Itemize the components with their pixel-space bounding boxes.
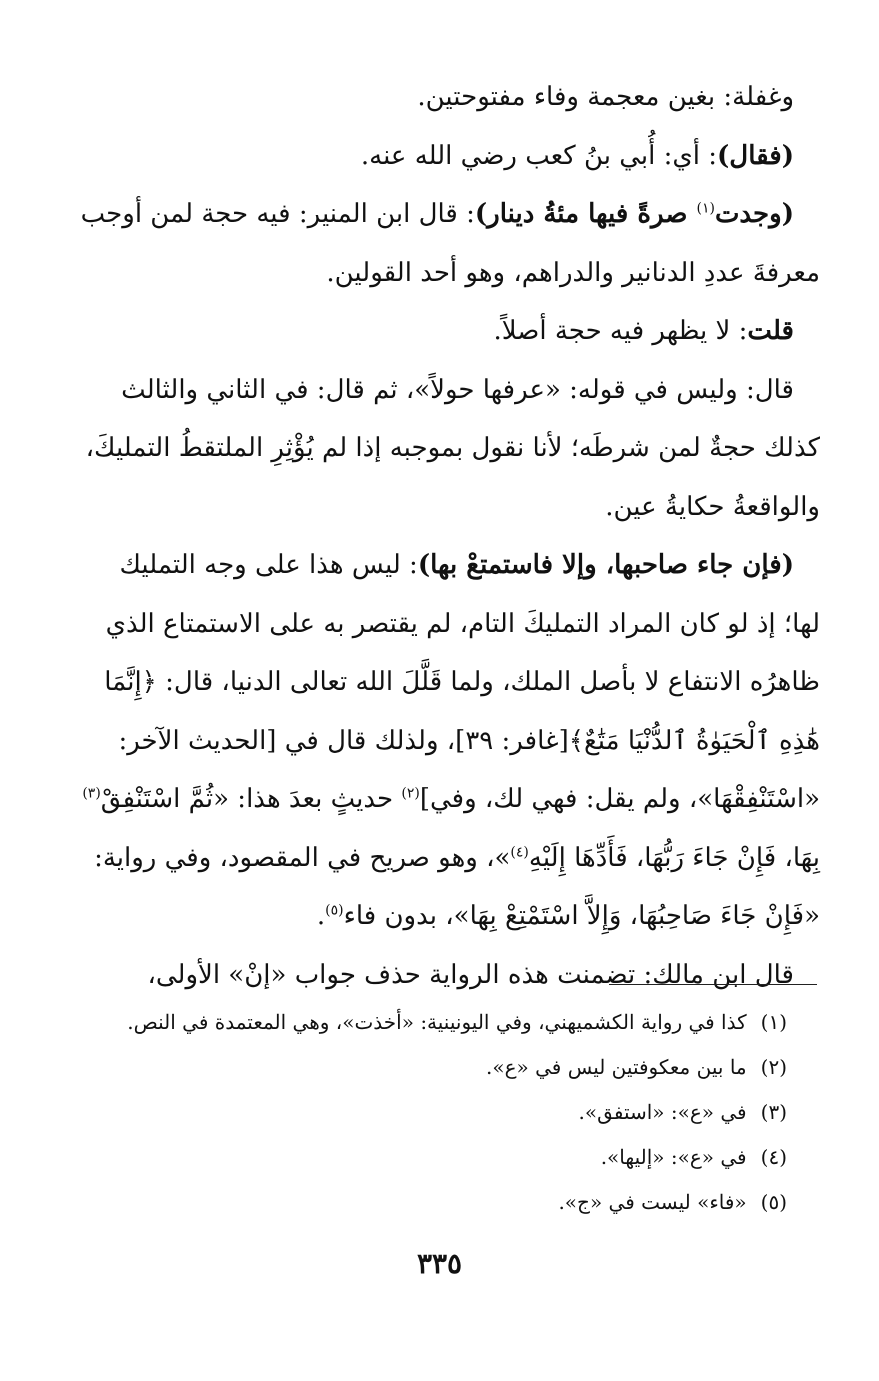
text-run: وغفلة: بغين معجمة وفاء مفتوحتين. bbox=[417, 82, 794, 112]
text-run: قال: وليس في قوله: «عرفها حولاً»، ثم قال: في الثاني والثالث bbox=[121, 374, 794, 405]
text-line bbox=[62, 536, 820, 595]
footnote-divider bbox=[609, 984, 817, 985]
page-body bbox=[62, 68, 820, 1004]
footnote-number: (٢) bbox=[760, 1055, 787, 1079]
text-run: : قال ابن المنير: فيه حجة لمن أوجب bbox=[80, 199, 475, 229]
paragraph bbox=[62, 302, 820, 361]
text-run: بِهَا، فَإِنْ جَاءَ رَبُّهَا، فَأَدِّهَا إِلَيْهِ bbox=[528, 842, 820, 873]
footnote-text: «فاء» ليست في «ج». bbox=[558, 1190, 747, 1214]
text-run: : ليس هذا على وجه التمليك bbox=[119, 550, 418, 580]
text-run: كذلك حجةٌ لمن شرطَه؛ لأنا نقول بموجبه إذا لم يُؤْثِرِ الملتقطُ التمليكَ، bbox=[85, 433, 820, 463]
text-run: : لا يظهر فيه حجة أصلاً. bbox=[493, 316, 748, 346]
footnote-number: (١) bbox=[760, 1010, 787, 1034]
paragraph bbox=[62, 536, 820, 946]
paragraph bbox=[62, 185, 820, 302]
paragraph bbox=[62, 361, 820, 537]
footnote-text: ما بين معكوفتين ليس في «ع». bbox=[485, 1055, 747, 1079]
footnote-text: في «ع»: «استفق». bbox=[578, 1100, 747, 1124]
footnote-number: (٥) bbox=[760, 1190, 787, 1214]
main-text bbox=[62, 68, 820, 1004]
bold-lemma: قلت bbox=[747, 316, 794, 346]
text-line bbox=[62, 829, 820, 888]
paragraph bbox=[62, 68, 820, 127]
footnotes bbox=[62, 1000, 787, 1225]
footnote-ref: (٣) bbox=[82, 785, 101, 802]
text-run: : أي: أُبي بنُ كعب رضي الله عنه. bbox=[360, 140, 717, 171]
footnote-ref: (٤) bbox=[510, 843, 529, 860]
text-run: معرفةَ عددِ الدنانير والدراهم، وهو أحد القولين. bbox=[326, 257, 820, 288]
bold-lemma: (وجدت bbox=[714, 199, 794, 229]
text-line bbox=[62, 244, 820, 303]
text-run: حديثٍ بعدَ هذا: «ثُمَّ اسْتَنْفِقْ bbox=[100, 784, 402, 814]
paragraph bbox=[62, 946, 820, 1005]
text-line bbox=[62, 127, 820, 186]
text-line bbox=[62, 712, 820, 771]
bold-lemma: (فقال) bbox=[717, 140, 794, 171]
footnote bbox=[62, 1180, 787, 1225]
text-run: قال ابن مالك: تضمنت هذه الرواية حذف جواب «إنْ» الأولى، bbox=[147, 959, 794, 990]
text-run: والواقعةُ حكايةُ عين. bbox=[605, 491, 820, 522]
bold-lemma: (فإن جاء صاحبها، وإلا فاستمتعْ بها) bbox=[417, 550, 794, 580]
footnote-ref: (١) bbox=[696, 200, 715, 217]
text-line bbox=[62, 361, 820, 420]
footnote bbox=[62, 1135, 787, 1180]
paragraph bbox=[62, 127, 820, 186]
footnote bbox=[62, 1090, 787, 1135]
footnote-number: (٤) bbox=[760, 1145, 787, 1169]
text-run: ظاهرُه الانتفاع لا بأصل الملك، ولما قَلَّلَ الله تعالى الدنيا، قال: ﴿إِنَّمَا bbox=[104, 667, 820, 697]
text-line bbox=[62, 595, 820, 654]
bold-lemma: صرةً فيها مئةُ دينار) bbox=[474, 199, 697, 229]
text-line bbox=[62, 68, 820, 127]
text-line bbox=[62, 770, 820, 829]
text-line bbox=[62, 185, 820, 244]
text-run: »، وهو صريح في المقصود، وفي رواية: bbox=[94, 842, 511, 873]
text-line bbox=[62, 478, 820, 537]
text-run: «فَإِنْ جَاءَ صَاحِبُهَا، وَإِلاَّ اسْتَمْتِعْ بِهَا»، بدون فاء bbox=[343, 901, 820, 931]
text-line bbox=[62, 302, 820, 361]
text-run: لها؛ إذ لو كان المراد التمليكَ التام، لم يقتصر به على الاستمتاع الذي bbox=[105, 608, 820, 639]
text-line bbox=[62, 887, 820, 946]
footnote-text: كذا في رواية الكشميهني، وفي اليونينية: «أخذت»، وهي المعتمدة في النص. bbox=[127, 1010, 747, 1034]
footnote-ref: (٢) bbox=[401, 785, 420, 802]
page-number: ٣٣٥ bbox=[416, 1247, 463, 1280]
text-line bbox=[62, 946, 820, 1005]
footnote-ref: (٥) bbox=[325, 902, 344, 919]
footnote bbox=[62, 1000, 787, 1045]
text-run: . bbox=[316, 901, 326, 931]
text-line bbox=[62, 419, 820, 478]
text-line bbox=[62, 653, 820, 712]
footnote-text: في «ع»: «إليها». bbox=[600, 1145, 747, 1169]
text-run: «اسْتَنْفِقْهَا»، ولم يقل: فهي لك، وفي] bbox=[419, 784, 820, 814]
footnote bbox=[62, 1045, 787, 1090]
footnote-number: (٣) bbox=[760, 1100, 787, 1124]
text-run: هَٰذِهِ ٱلْحَيَوٰةُ ٱلدُّنْيَا مَتَٰعٌ﴾[غافر: ٣٩]، ولذلك قال في [الحديث الآخر: bbox=[118, 725, 820, 756]
